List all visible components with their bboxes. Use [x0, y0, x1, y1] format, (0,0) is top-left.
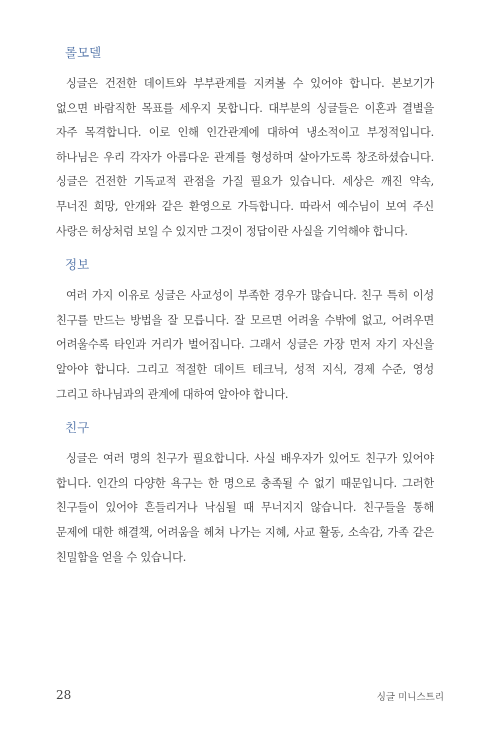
section-friends: [56, 419, 434, 570]
section-information: [56, 256, 434, 407]
section-heading: 친구: [65, 420, 90, 436]
section-heading: 정보: [65, 257, 90, 273]
section-paragraph: 싱글은 여러 명의 친구가 필요합니다. 사실 배우자가 있어도 친구가 있어야 합니다. 인간의 다양한 욕구는 한 명으로 충족될 수 없기 때문입니다. 그러한 친구들이 있어야 흔들리거나 낙심될 때 무너지지 않습니다. 친구들을 통해 문제에 대한 해결책, 어려움을 헤쳐 나가는 지혜, 사교 활동, 소속감, 가족 같은 친밀함을 얻을 수 있습니다.: [56, 452, 434, 564]
section-paragraph: 싱글은 건전한 데이트와 부부관계를 지켜볼 수 있어야 합니다. 본보기가 없으면 바람직한 목표를 세우지 못합니다. 대부분의 싱글들은 이혼과 결별을 자주 목격합니다. 이로 인해 인간관계에 대하여 냉소적이고 부정적입니다. 하나님은 우리 각자가 아름다운 관계를 형성하며 살아가도록 창조하셨습니다. 싱글은 건전한 기독교적 관점을 가질 필요가 있습니다. 세상은 깨진 약속, 무너진 희망, 안개와 같은 환영으로 가득합니다. 따라서 예수님이 보여 주신 사랑은 허상처럼 보일 수 있지만 그것이 정답이란 사실을 기억해야 합니다.: [56, 77, 434, 238]
running-footer-title: 싱글 미니스트리: [376, 692, 444, 703]
section-role-model: [56, 44, 434, 244]
section-paragraph: 여러 가지 이유로 싱글은 사교성이 부족한 경우가 많습니다. 친구 특히 이성 친구를 만드는 방법을 잘 모릅니다. 잘 모르면 어려울 수밖에 없고, 어려우면 어려울수록 타인과 거리가 벌어집니다. 그래서 싱글은 가장 먼저 자기 자신을 알아야 합니다. 그리고 적절한 데이트 테크닉, 성적 지식, 경제 수준, 영성 그리고 하나님과의 관계에 대하여 알아야 합니다.: [56, 289, 434, 401]
section-heading: 롤모델: [65, 45, 102, 60]
page-content: [56, 44, 434, 582]
page-number: 28: [56, 688, 72, 702]
